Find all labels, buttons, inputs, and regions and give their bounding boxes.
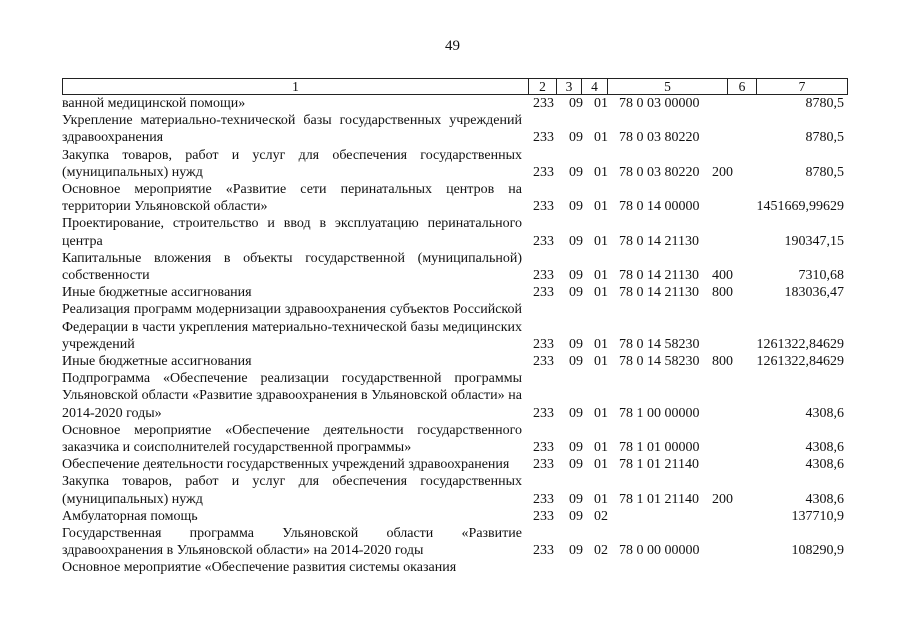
subsection-code: 01 — [594, 354, 608, 370]
section-code: 09 — [569, 336, 583, 352]
subsection-code: 01 — [594, 268, 608, 284]
table-row — [62, 353, 848, 370]
header-col-1: 1 — [63, 79, 529, 94]
amount: 8780,5 — [805, 164, 844, 180]
row-codes — [62, 198, 848, 215]
amount: 4308,6 — [805, 405, 844, 421]
table-row — [62, 508, 848, 525]
page-number: 49 — [445, 38, 460, 54]
table-row — [62, 456, 848, 473]
target-article-code: 78 0 14 58230 — [619, 336, 700, 352]
row-description: Закупка товаров, работ и услуг для обеспечения государственных (муниципальных) нужд — [62, 147, 522, 180]
row-codes — [62, 353, 848, 370]
target-article-code: 78 0 14 58230 — [619, 354, 700, 370]
ministry-code: 233 — [533, 440, 554, 456]
section-code: 09 — [569, 457, 583, 473]
row-codes — [62, 405, 848, 422]
section-code: 09 — [569, 491, 583, 507]
row-description: Государственная программа Ульяновской области «Развитие здравоохранения в Ульяновской области» на 2014-2020 годы — [62, 526, 522, 559]
table-row — [62, 112, 848, 146]
section-code: 09 — [569, 543, 583, 559]
row-codes — [62, 233, 848, 250]
subsection-code: 02 — [594, 508, 608, 524]
table-row — [62, 525, 848, 559]
expense-type-code: 200 — [712, 164, 733, 180]
subsection-code: 01 — [594, 440, 608, 456]
ministry-code: 233 — [533, 233, 554, 249]
row-description: ванной медицинской помощи» — [62, 96, 246, 111]
header-col-3: 3 — [557, 79, 582, 94]
row-description: Укрепление материально-технической базы государственных учреждений здравоохранения — [62, 113, 522, 146]
amount: 4308,6 — [805, 440, 844, 456]
row-codes — [62, 439, 848, 456]
row-description: Основное мероприятие «Обеспечение развития системы оказания — [62, 560, 457, 576]
subsection-code: 01 — [594, 233, 608, 249]
subsection-code: 01 — [594, 199, 608, 215]
amount: 4308,6 — [805, 457, 844, 473]
amount: 8780,5 — [805, 96, 844, 111]
ministry-code: 233 — [533, 405, 554, 421]
subsection-code: 01 — [594, 285, 608, 301]
subsection-code: 01 — [594, 457, 608, 473]
amount: 7310,68 — [798, 268, 844, 284]
ministry-code: 233 — [533, 336, 554, 352]
subsection-code: 01 — [594, 491, 608, 507]
table-row — [62, 422, 848, 456]
table-row — [62, 250, 848, 284]
row-codes — [62, 95, 848, 112]
row-description: Реализация программ модернизации здравоохранения субъектов Российской Федерации в части укрепления материально-технической базы медицинских учреждений — [62, 302, 522, 352]
table-row — [62, 559, 848, 576]
row-codes — [62, 267, 848, 284]
section-code: 09 — [569, 268, 583, 284]
subsection-code: 02 — [594, 543, 608, 559]
row-codes — [62, 164, 848, 181]
row-codes — [62, 491, 848, 508]
section-code: 09 — [569, 199, 583, 215]
subsection-code: 01 — [594, 164, 608, 180]
ministry-code: 233 — [533, 96, 554, 111]
amount: 190347,15 — [784, 233, 844, 249]
row-codes — [62, 508, 848, 525]
table-row — [62, 95, 848, 112]
target-article-code: 78 0 03 80220 — [619, 164, 700, 180]
section-code: 09 — [569, 96, 583, 111]
header-col-6: 6 — [728, 79, 757, 94]
ministry-code: 233 — [533, 130, 554, 146]
row-description: Основное мероприятие «Развитие сети перинатальных центров на территории Ульяновской области» — [62, 182, 522, 215]
amount: 1261322,84629 — [756, 354, 844, 370]
section-code: 09 — [569, 285, 583, 301]
target-article-code: 78 1 01 21140 — [619, 491, 699, 507]
section-code: 09 — [569, 233, 583, 249]
target-article-code: 78 0 03 80220 — [619, 130, 700, 146]
section-code: 09 — [569, 440, 583, 456]
row-codes — [62, 336, 848, 353]
expense-type-code: 400 — [712, 268, 733, 284]
ministry-code: 233 — [533, 164, 554, 180]
table-header — [62, 78, 848, 95]
ministry-code: 233 — [533, 199, 554, 215]
row-description: Иные бюджетные ассигнования — [62, 354, 252, 370]
target-article-code: 78 0 03 00000 — [619, 96, 700, 111]
table-row — [62, 301, 848, 353]
row-description: Основное мероприятие «Обеспечение деятельности государственного заказчика и соисполнителей государственной программы» — [62, 422, 522, 456]
ministry-code: 233 — [533, 543, 554, 559]
ministry-code: 233 — [533, 491, 554, 507]
table-row — [62, 147, 848, 181]
table-row — [62, 473, 848, 507]
amount: 4308,6 — [805, 491, 844, 507]
row-description: Проектирование, строительство и ввод в эксплуатацию перинатального центра — [62, 216, 522, 249]
section-code: 09 — [569, 354, 583, 370]
row-codes — [62, 129, 848, 146]
budget-table — [62, 95, 848, 577]
expense-type-code: 800 — [712, 354, 733, 370]
subsection-code: 01 — [594, 130, 608, 146]
row-codes — [62, 542, 848, 559]
target-article-code: 78 0 14 21130 — [619, 268, 699, 284]
subsection-code: 01 — [594, 336, 608, 352]
target-article-code: 78 1 00 00000 — [619, 405, 700, 421]
header-col-2: 2 — [529, 79, 557, 94]
row-description: Обеспечение деятельности государственных учреждений здравоохранения — [62, 457, 510, 473]
amount: 1261322,84629 — [756, 336, 844, 352]
section-code: 09 — [569, 130, 583, 146]
amount: 137710,9 — [791, 508, 844, 524]
target-article-code: 78 1 01 21140 — [619, 457, 699, 473]
ministry-code: 233 — [533, 285, 554, 301]
amount: 8780,5 — [805, 130, 844, 146]
header-col-4: 4 — [582, 79, 608, 94]
row-codes — [62, 456, 848, 473]
section-code: 09 — [569, 508, 583, 524]
row-description: Капитальные вложения в объекты государственной (муниципальной) собственности — [62, 250, 522, 284]
amount: 1451669,99629 — [756, 199, 844, 215]
subsection-code: 01 — [594, 96, 608, 111]
target-article-code: 78 0 14 00000 — [619, 199, 700, 215]
table-row — [62, 370, 848, 422]
table-row — [62, 215, 848, 249]
target-article-code: 78 0 14 21130 — [619, 285, 699, 301]
header-col-5: 5 — [608, 79, 728, 94]
target-article-code: 78 0 00 00000 — [619, 543, 700, 559]
subsection-code: 01 — [594, 405, 608, 421]
ministry-code: 233 — [533, 354, 554, 370]
amount: 108290,9 — [791, 543, 844, 559]
section-code: 09 — [569, 405, 583, 421]
row-description: Подпрограмма «Обеспечение реализации государственной программы Ульяновской области «Развитие здравоохранения в Ульяновской области» на 2014-2020 годы» — [62, 371, 522, 421]
amount: 183036,47 — [784, 285, 844, 301]
target-article-code: 78 1 01 00000 — [619, 440, 700, 456]
table-row — [62, 181, 848, 215]
header-col-7: 7 — [798, 79, 806, 94]
target-article-code: 78 0 14 21130 — [619, 233, 699, 249]
ministry-code: 233 — [533, 457, 554, 473]
row-description: Амбулаторная помощь — [62, 508, 198, 524]
expense-type-code: 800 — [712, 285, 733, 301]
ministry-code: 233 — [533, 268, 554, 284]
table-row — [62, 284, 848, 301]
row-description: Иные бюджетные ассигнования — [62, 285, 252, 301]
section-code: 09 — [569, 164, 583, 180]
row-codes — [62, 560, 848, 577]
expense-type-code: 200 — [712, 491, 733, 507]
row-description: Закупка товаров, работ и услуг для обеспечения государственных (муниципальных) нужд — [62, 474, 522, 507]
ministry-code: 233 — [533, 508, 554, 524]
row-codes — [62, 284, 848, 301]
